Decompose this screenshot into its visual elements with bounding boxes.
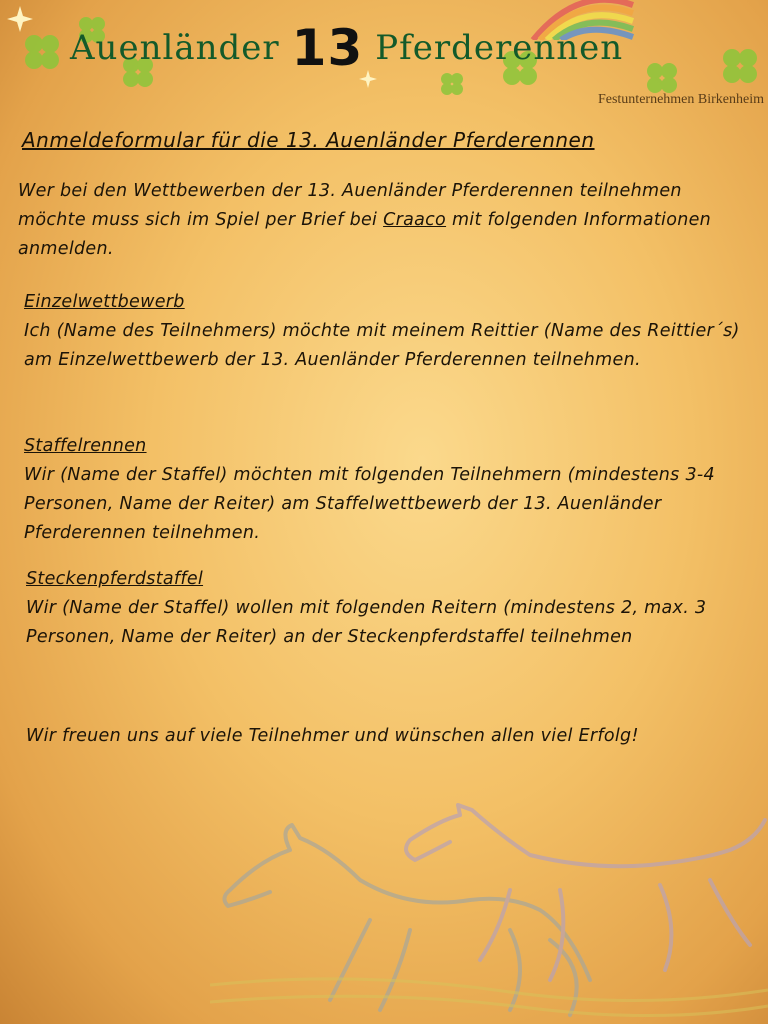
intro-text: Wer bei den Wettbewerben der 13. Auenländer Pferderennen teilnehmen möchte muss sich im Spiel per Brief bei	[18, 181, 682, 230]
contact-link[interactable]: Craaco	[383, 210, 447, 230]
intro-paragraph	[18, 177, 738, 264]
section-title: Staffelrennen	[24, 436, 147, 456]
section-steckenpferdstaffel	[26, 565, 756, 652]
clover-icon	[723, 49, 757, 83]
section-text: Wir (Name der Staffel) möchten mit folgenden Teilnehmern (mindestens 3-4 Personen, Name der Reiter) am Staffelwettbewerb der 13. Auenländer Pferderennen teilnehmen.	[24, 465, 715, 543]
section-text: Wir (Name der Staffel) wollen mit folgenden Reitern (mindestens 2, max. 3 Personen, Name der Reiter) an der Steckenpferdstaffel teilnehmen	[26, 598, 707, 647]
form-heading: Anmeldeformular für die 13. Auenländer Pferderennen	[22, 128, 595, 152]
section-text: Ich (Name des Teilnehmers) möchte mit meinem Reittier (Name des Reittier´s) am Einzelwettbewerb der 13. Auenländer Pferderennen teilnehmen.	[24, 321, 740, 370]
page-title	[70, 18, 710, 78]
title-left: Auenländer	[70, 28, 280, 68]
horse-outline-icon	[406, 805, 765, 980]
closing-paragraph: Wir freuen uns auf viele Teilnehmer und wünschen allen viel Erfolg!	[26, 726, 639, 746]
clover-icon	[25, 35, 59, 69]
title-right: Pferderennen	[375, 28, 624, 68]
horse-outline-decoration	[210, 780, 768, 1024]
section-title: Steckenpferdstaffel	[26, 569, 204, 589]
section-staffelrennen	[24, 432, 754, 548]
title-number: 13	[291, 19, 364, 77]
intro-text-end: mit folgenden Informationen anmelden.	[18, 210, 712, 259]
organizer-label: Festunternehmen Birkenheim	[597, 92, 764, 107]
section-einzelwettbewerb	[24, 288, 754, 375]
section-title: Einzelwettbewerb	[24, 292, 185, 312]
